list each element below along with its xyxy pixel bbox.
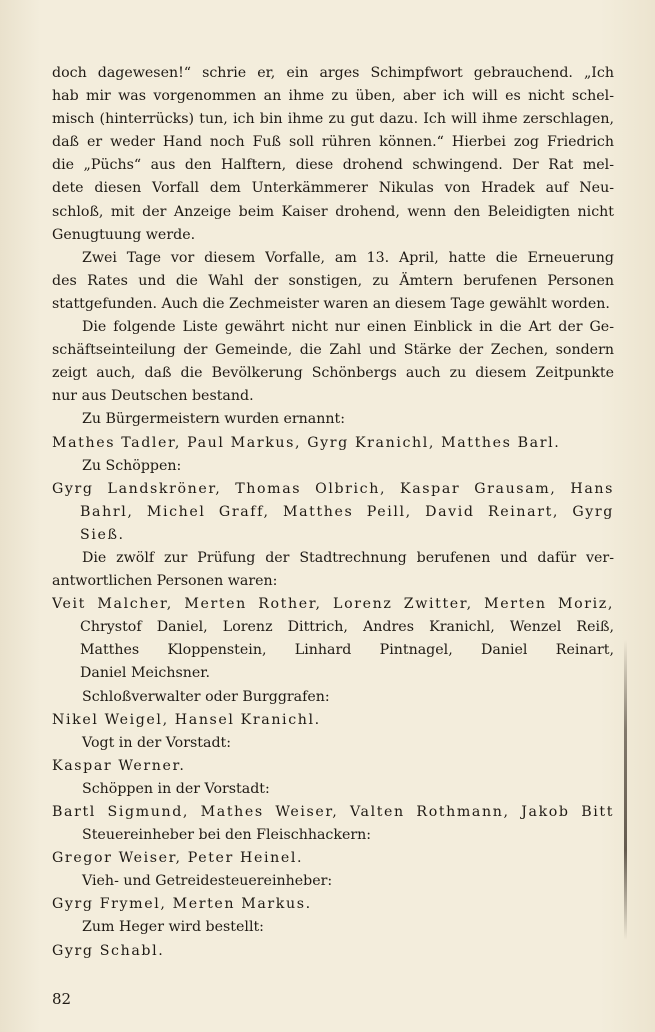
name-list: Veit Malcher, Merten Rother, Lorenz Zwitter, Merten Moriz, (52, 596, 614, 613)
name-list: Gyrg Landskröner, Thomas Olbrich, Kaspar Grausam, Hans (52, 480, 614, 497)
name-list: Gyrg Frymel, Merten Markus. (52, 896, 312, 913)
text-line: Zwei Tage vor diesem Vorfalle, am 13. April, hatte die Erneuerung (82, 249, 614, 266)
text-line: schäftseinteilung der Gemeinde, die Zahl und Stärke der Zechen, sondern (52, 342, 614, 359)
name-list: Gregor Weiser, Peter Heinel. (52, 850, 304, 867)
section-heading: Schloßverwalter oder Burggrafen: (82, 688, 330, 705)
name-list: Kaspar Werner. (52, 757, 186, 774)
name-list: Mathes Tadler, Paul Markus, Gyrg Kranichl, Matthes Barl. (52, 434, 561, 451)
name-list: Sieß. (80, 526, 125, 543)
text-line: doch dagewesen!“ schrie er, ein arges Schimpfwort gebrauchend. „Ich (52, 65, 614, 81)
name-list: Gyrg Schabl. (52, 942, 165, 959)
section-heading: Zu Schöppen: (82, 457, 182, 474)
text-line: die „Püchs“ aus den Halftern, diese drohend schwingend. Der Rat mel- (52, 157, 614, 174)
text-line: Die folgende Liste gewährt nicht nur einen Einblick in die Art der Ge- (82, 319, 614, 336)
text-line: stattgefunden. Auch die Zechmeister waren an diesem Tage gewählt worden. (52, 295, 610, 312)
section-heading: Steuereinheber bei den Fleischhackern: (82, 827, 372, 844)
text-line: hab mir was vorgenommen an ihme zu üben, aber ich will es nicht schel- (52, 88, 614, 105)
name-list: Bartl Sigmund, Mathes Weiser, Valten Rothmann, Jakob Bitt (52, 804, 614, 820)
text-line: schloß, mit der Anzeige beim Kaiser drohend, wenn den Beleidigten nicht (52, 203, 614, 220)
section-heading: Zu Bürgermeistern wurden ernannt: (82, 411, 346, 428)
name-list: Bahrl, Michel Graff, Matthes Peill, David Reinart, Gyrg (80, 503, 614, 520)
page-number: 82 (52, 990, 72, 1008)
section-heading: Vogt in der Vorstadt: (82, 734, 232, 751)
text-line: nur aus Deutschen bestand. (52, 388, 254, 405)
page-edge-shadow (624, 640, 627, 940)
text-line: misch (hinterrücks) tun, ich bin ihme zu gut dazu. Ich will ihme zerschlagen, (52, 111, 614, 128)
text-line: Genugtuung werde. (52, 226, 196, 243)
text-line: zeigt auch, daß die Bevölkerung Schönbergs auch zu diesem Zeitpunkte (52, 365, 614, 382)
name-list: Nikel Weigel, Hansel Kranichl. (52, 711, 321, 728)
section-heading: Zum Heger wird bestellt: (82, 919, 264, 936)
section-heading: Die zwölf zur Prüfung der Stadtrechnung berufenen und dafür ver- (82, 549, 614, 566)
text-line: dete diesen Vorfall dem Unterkämmerer Nikulas von Hradek auf Neu- (52, 180, 614, 197)
name-list: Matthes Kloppenstein, Linhard Pintnagel, Daniel Reinart, (80, 642, 614, 659)
name-list: Daniel Meichsner. (80, 665, 211, 682)
section-heading: antwortlichen Personen waren: (52, 573, 278, 590)
section-heading: Schöppen in der Vorstadt: (82, 780, 270, 797)
text-line: des Rates und die Wahl der sonstigen, zu Ämtern berufenen Personen (52, 272, 614, 289)
section-heading: Vieh- und Getreidesteuereinheber: (82, 873, 333, 890)
text-line: daß er weder Hand noch Fuß soll rühren können.“ Hierbei zog Friedrich (52, 134, 614, 151)
name-list: Chrystof Daniel, Lorenz Dittrich, Andres Kranichl, Wenzel Reiß, (80, 619, 614, 636)
page-body (52, 62, 614, 963)
